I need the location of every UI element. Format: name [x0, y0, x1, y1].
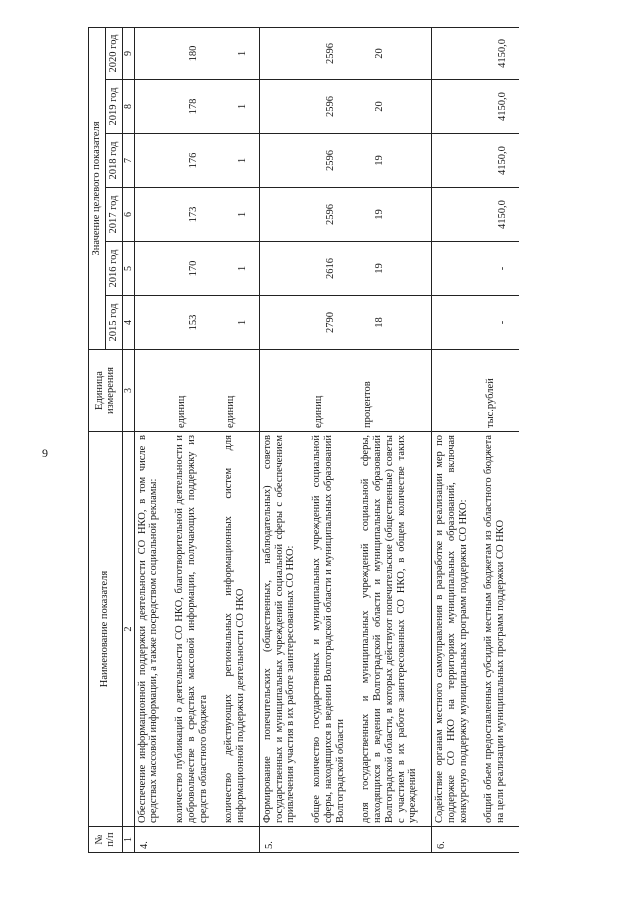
- column-index: 1: [122, 827, 134, 853]
- value-cell: [432, 296, 482, 350]
- value-cell: 20: [358, 80, 431, 134]
- unit-cell: единиц: [172, 350, 221, 432]
- row-number: 5.: [259, 827, 309, 853]
- value-cell: 4150,0: [481, 188, 519, 242]
- value-cell: 19: [358, 188, 431, 242]
- row-number: [172, 827, 221, 853]
- value-cell: 18: [358, 296, 431, 350]
- value-cell: 4150,0: [481, 80, 519, 134]
- value-cell: [134, 134, 172, 188]
- row-number: [358, 827, 431, 853]
- column-index: 7: [122, 134, 134, 188]
- value-cell: [432, 242, 482, 296]
- unit-cell: [259, 350, 309, 432]
- value-cell: 1: [221, 188, 259, 242]
- value-cell: 4150,0: [481, 134, 519, 188]
- unit-cell: единиц: [221, 350, 259, 432]
- value-cell: 2790: [309, 296, 358, 350]
- value-cell: 2596: [309, 188, 358, 242]
- table-row: [432, 27, 482, 852]
- value-cell: 19: [358, 134, 431, 188]
- value-cell: [259, 80, 309, 134]
- value-cell: [134, 27, 172, 79]
- value-cell: [432, 188, 482, 242]
- value-cell: -: [481, 296, 519, 350]
- indicator-name: количество публикаций о деятельности СО НКО, благотворительной деятельности и добровольчестве в средствах массовой информации, получающих поддержку из средств областного бюджета: [172, 432, 221, 827]
- value-cell: [134, 188, 172, 242]
- header-year: 2019 год: [105, 80, 122, 134]
- value-cell: [259, 134, 309, 188]
- table-row: [309, 27, 358, 852]
- value-cell: [259, 188, 309, 242]
- value-cell: 19: [358, 242, 431, 296]
- value-cell: [432, 80, 482, 134]
- header-year: 2017 год: [105, 188, 122, 242]
- header-no: № п/п: [89, 827, 123, 853]
- value-cell: [134, 80, 172, 134]
- unit-cell: единиц: [309, 350, 358, 432]
- value-cell: 2596: [309, 134, 358, 188]
- column-index: 8: [122, 80, 134, 134]
- value-cell: 2596: [309, 80, 358, 134]
- column-index: 3: [122, 350, 134, 432]
- value-cell: 170: [172, 242, 221, 296]
- indicator-name: количество действующих региональных информационных систем для информационной поддержки деятельности СО НКО: [221, 432, 259, 827]
- column-index-row: [122, 27, 134, 852]
- indicator-name: доля государственных и муниципальных учреждений социальной сферы, находящихся в ведении Волгоградской области и муниципальных образований Волгоградской области, в которых действуют попечительские (общественные) советы с участием в их работе заинтересованных СО НКО, в общем количестве таких учреждений: [358, 432, 431, 827]
- value-cell: 1: [221, 242, 259, 296]
- table-row: [172, 27, 221, 852]
- row-number: 4.: [134, 827, 172, 853]
- value-cell: 180: [172, 27, 221, 79]
- table-row: [481, 27, 519, 852]
- column-index: 6: [122, 188, 134, 242]
- value-cell: 1: [221, 80, 259, 134]
- unit-cell: процентов: [358, 350, 431, 432]
- indicator-name: Содействие органам местного самоуправления в разработке и реализации мер по поддержке СО НКО на территориях муниципальных образований, включая конкурсную поддержку муниципальных программ поддержки СО НКО:: [432, 432, 482, 827]
- value-cell: 2616: [309, 242, 358, 296]
- row-number: 6.: [432, 827, 482, 853]
- value-cell: 1: [221, 134, 259, 188]
- indicator-name: Обеспечение информационной поддержки деятельности СО НКО, в том числе в средствах массовой информации, а также посредством социальной рекламы:: [134, 432, 172, 827]
- value-cell: 1: [221, 296, 259, 350]
- value-cell: 4150,0: [481, 27, 519, 79]
- value-cell: [432, 27, 482, 79]
- header-name: Наименование показателя: [89, 432, 123, 827]
- indicator-name: Формирование попечительских (общественных, наблюдательных) советов государственных и муниципальных учреждений социальной сферы с обеспечением привлечения участия в их работе заинтересованных СО НКО:: [259, 432, 309, 827]
- unit-cell: [432, 350, 482, 432]
- header-unit: Единица измерения: [89, 350, 123, 432]
- value-cell: 176: [172, 134, 221, 188]
- column-index: 9: [122, 27, 134, 79]
- value-cell: 2596: [309, 27, 358, 79]
- value-cell: -: [481, 242, 519, 296]
- unit-cell: [134, 350, 172, 432]
- value-cell: [134, 296, 172, 350]
- value-cell: 1: [221, 27, 259, 79]
- table-row: [358, 27, 431, 852]
- value-cell: 153: [172, 296, 221, 350]
- indicator-name: общее количество государственных и муниципальных учреждений социальной сферы, находящихся в ведении Волгоградской области и муниципальных образований Волгоградской области: [309, 432, 358, 827]
- unit-cell: тыс.рублей: [481, 350, 519, 432]
- header-year: 2016 год: [105, 242, 122, 296]
- row-number: [481, 827, 519, 853]
- value-cell: [134, 242, 172, 296]
- header-year: 2020 год: [105, 27, 122, 79]
- value-cell: 20: [358, 27, 431, 79]
- row-number: [221, 827, 259, 853]
- row-number: [309, 827, 358, 853]
- header-target-group: Значение целевого показателя: [89, 27, 106, 349]
- header-year: 2018 год: [105, 134, 122, 188]
- indicator-name: общий объем предоставленных субсидий местным бюджетам из областного бюджета на цели реализации муниципальных программ поддержки СО НКО: [481, 432, 519, 827]
- value-cell: [432, 134, 482, 188]
- value-cell: [259, 242, 309, 296]
- value-cell: 178: [172, 80, 221, 134]
- target-indicators-table: [88, 27, 519, 853]
- column-index: 2: [122, 432, 134, 827]
- column-index: 4: [122, 296, 134, 350]
- value-cell: [259, 296, 309, 350]
- value-cell: 173: [172, 188, 221, 242]
- column-index: 5: [122, 242, 134, 296]
- page-number: 9: [42, 446, 48, 460]
- table-row: [259, 27, 309, 852]
- value-cell: [259, 27, 309, 79]
- table-row: [134, 27, 172, 852]
- table-row: [221, 27, 259, 852]
- header-year: 2015 год: [105, 296, 122, 350]
